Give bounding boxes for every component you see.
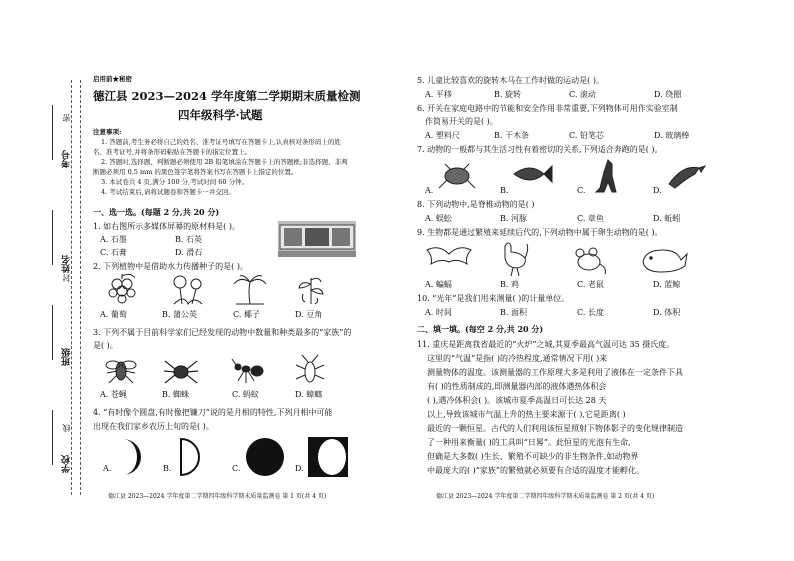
coconut-palm-image [232,274,268,304]
q4-option-d: D. [295,464,304,473]
q2-option-c: C. 椰子 [233,310,260,319]
q6-option-c: C. 铅笔芯 [569,131,604,140]
notice-line: 2. 答题时,选择题、判断题必须使用 2B 铅笔填涂在答题卡上的答题框;非选择题、非判 [101,158,348,166]
q7-option-d: D. [653,186,662,195]
q11-line: 但确是大多数( )生长、繁殖不可缺少的非生物条件,如动物界 [427,452,639,461]
notice-line: 断题必须用 0.5 mm 的黑色签字笔将答案书写在答题卡上指定的位置。 [93,168,298,176]
q9-option-c: C. 老鼠 [577,280,604,289]
q4-option-c: C. [232,464,241,473]
grape-image [105,274,141,304]
rooster-image [495,240,531,276]
notice-line: 4. 考试结束后,请将试题卷和答题卡一并交回。 [101,188,235,196]
seal-line-outer [80,80,81,495]
q8-option-d: D. 蚯蚓 [653,214,681,223]
q1-option-c: C. 石膏 [100,248,127,257]
q11-line: 中最庞大的( )“家族”的繁殖就必须要有合适的温度才能孵化。 [427,466,644,475]
multimedia-screen-image [278,221,356,257]
school-blank [52,410,53,465]
seal-word-1: 密 [62,110,71,122]
bean-plant-image [293,274,329,304]
seal-line-inner [71,80,72,495]
exam-number-blank [52,105,53,160]
q8-option-a: A. 蜈蚣 [425,214,452,223]
crescent-moon-image [117,437,147,477]
q10-option-c: C. 长度 [577,308,604,317]
fish-image [512,160,552,192]
whale-image [641,244,687,274]
mouse-image [571,244,607,274]
q11-line: 最近的一颗恒星。古代的人们利用该恒星照射下物体影子的变化规律制造 [427,424,683,433]
q5-option-d: D. 绕圈 [654,90,682,99]
q11-line: 这里的“气温”是指( )的冷热程度,通常情况下用( )来 [427,354,608,363]
q5-stem: 5. 儿童比较喜欢的旋转木马在工作时做的运动是( )。 [417,76,604,85]
q5-option-b: B. 旋转 [494,90,521,99]
q10-option-b: B. 面积 [500,308,527,317]
q10-stem: 10. “光年”是我们用来测量( )的计量单位。 [417,294,570,303]
frog-image [437,160,477,192]
q5-option-a: A. 平移 [425,90,452,99]
q7-option-a: A. [425,186,434,195]
gibbous-moon-image [308,437,348,477]
q10-option-d: D. 体积 [653,308,681,317]
section1-heading: 一、选一选。(每题 2 分,共 20 分) [93,207,220,217]
q7-option-c: C. [577,186,586,195]
dandelion-image [170,274,206,304]
class-label: 班级 [62,348,72,366]
q11-line: 11. 重庆是距离我省最近的“火炉”之城,其夏季最高气温可达 35 摄氏度。 [417,340,675,349]
q3-option-c: C. 蚂蚁 [232,390,259,399]
q9-option-d: D. 蓝鲸 [653,280,681,289]
notice-line: 名、准考证号,并将条形码粘贴在答题卡的指定位置上。 [93,148,252,156]
q4-stem-line: 4. “有时像个圆盘,有时像把镰刀”说的是月相的特性,下列月相中可能 [93,408,333,417]
q8-stem: 8. 下列动物中,是脊椎动物的是( ) [417,200,535,209]
half-moon-image [177,437,207,477]
exam-number-label: 考号 [62,150,72,168]
kangaroo-image [590,158,620,194]
q8-option-b: B. 河豚 [500,214,527,223]
q1-option-d: D. 滑石 [175,248,203,257]
q2-option-d: D. 豆角 [295,310,323,319]
spider-image [163,355,199,385]
q8-option-c: C. 章鱼 [577,214,604,223]
exam-title: 德江县 2023—2024 学年度第二学期期末质量检测 [93,89,361,103]
q6-stem-line: 6. 开关在家庭电路中的节能和安全作用非常重要,下列物体可用作实验室制 [417,104,678,113]
q1-option-a: A. 石墨 [100,235,127,244]
notice-heading: 注意事项: [93,128,122,136]
name-blank [52,210,53,265]
q2-stem: 2. 下列植物中是借助水力传播种子的是( )。 [93,262,248,271]
q2-option-a: A. 葡萄 [100,310,127,319]
bird-image [665,160,705,192]
q7-option-b: B. [500,186,509,195]
page2-footer: 德江县 2023—2024 学年度第二学期四年级科学期末质量监测卷 第 2 页(共 4 页) [436,493,655,500]
q4-option-b: B. [163,464,172,473]
q11-line: 测量物体的温度。该测量器的工作原理大多是利用了液体在一定条件下具 [427,368,683,377]
section2-heading: 二、填一填。(每空 2 分,共 20 分) [417,324,544,334]
notice-line: 3. 本试卷共 4 页,满分 100 分,考试时间 60 分钟。 [101,178,249,186]
confidential-label: 启用前★秘密 [93,75,132,83]
q11-line: 了一种用来衡量( )的工具叫“日晷”。此恒星的光泡有生命, [427,438,631,447]
q1-option-b: B. 石英 [175,235,202,244]
q6-option-b: B. 干木条 [494,131,529,140]
fly-image [103,355,139,385]
q3-stem-line: 是( )。 [93,341,118,350]
page1-footer: 德江县 2023—2024 学年度第二学期四年级科学期末质量监测卷 第 1 页(共 4 页) [108,493,327,500]
q6-option-d: D. 玻璃棒 [654,131,690,140]
q11-line: ( ),遇冷体积会( )。该城市夏季高温日可长达 28 天 [427,396,607,405]
q4-stem-line: 出现在我们家乡农历上旬的是( )。 [93,422,214,431]
new-moon-image [245,437,285,477]
q3-option-b: B. 蜘蛛 [162,390,189,399]
q5-option-c: C. 滚动 [569,90,596,99]
q3-option-d: D. 蟑螂 [295,390,323,399]
q9-stem: 9. 生物都是通过繁殖来延续后代的,下列动物中属于卵生动物的是( )。 [417,228,663,237]
seal-word-2: 封 [62,270,71,282]
notice-line: 1. 答题前,考生务必将自己的姓名、准考证号填写在答题卡上,认真核对条形码上的姓 [101,138,341,146]
q6-option-a: A. 塑料尺 [425,131,460,140]
exam-subtitle: 四年级科学·试题 [178,108,263,122]
q9-option-a: A. 蝙蝠 [425,280,452,289]
q6-stem-line: 作简易开关的是( )。 [425,117,498,126]
q3-option-a: A. 苍蝇 [100,390,127,399]
q9-option-b: B. 鸡 [500,280,519,289]
q10-option-a: A. 时间 [425,308,452,317]
seal-word-3: 线 [62,420,71,432]
q4-option-a: A. [103,464,112,473]
school-label: 学校 [62,455,72,473]
q1-stem: 1. 如右图所示多媒体屏幕的原材料是( )。 [93,222,240,231]
q7-stem: 7. 动物的一般都与其生活习性有着密切的关系,下列适合奔跑的是( )。 [417,145,663,154]
q11-line: 有( )的性质制成的,即测量器内部的液体遇热体积会 [427,382,607,391]
q3-stem-line: 3. 下列不属于目前科学家们已经发现的动物中数量和种类最多的“家族”的 [93,328,352,337]
class-blank [52,305,53,360]
q11-line: 以上,导致该城市气温上升的热主要来源于( ),它是距离( ) [427,410,626,419]
q2-option-b: B. 蒲公英 [162,310,197,319]
name-label: 姓名 [62,255,72,273]
ant-image [230,355,266,385]
bat-image [425,242,473,274]
cockroach-image [292,355,328,385]
